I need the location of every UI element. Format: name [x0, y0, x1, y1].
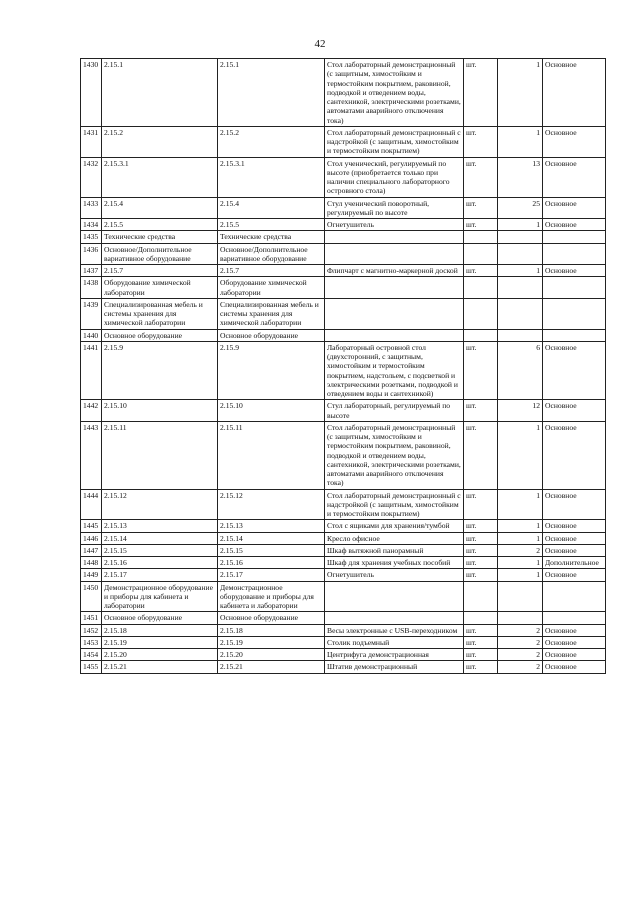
cell-code-a: Основное/Дополнительное вариативное оборудование — [102, 243, 218, 265]
cell-code-a: 2.15.13 — [102, 520, 218, 532]
cell-row-number: 1441 — [81, 341, 102, 400]
table-row — [81, 569, 606, 581]
cell-item-name: Шкаф вытяжной панорамный — [325, 544, 464, 556]
table-row — [81, 557, 606, 569]
cell-code-a: 2.15.15 — [102, 544, 218, 556]
table-row — [81, 243, 606, 265]
cell-quantity — [498, 243, 543, 265]
cell-row-number: 1454 — [81, 649, 102, 661]
cell-code-b: 2.15.10 — [218, 400, 325, 422]
cell-quantity — [498, 329, 543, 341]
table-row — [81, 265, 606, 277]
cell-quantity: 12 — [498, 400, 543, 422]
cell-item-name: Столик подъемный — [325, 636, 464, 648]
cell-code-a: 2.15.18 — [102, 624, 218, 636]
cell-unit: шт. — [464, 661, 498, 673]
table-row — [81, 421, 606, 489]
cell-code-b: Специализированная мебель и системы хранения для химической лаборатории — [218, 298, 325, 329]
cell-category: Основное — [543, 569, 606, 581]
cell-item-name: Стол лабораторный демонстрационный с надстройкой (с защитным, химостойким и термостойким покрытием) — [325, 489, 464, 520]
cell-unit: шт. — [464, 59, 498, 127]
table-row — [81, 329, 606, 341]
cell-quantity: 2 — [498, 661, 543, 673]
cell-quantity — [498, 581, 543, 612]
table-row — [81, 636, 606, 648]
cell-category: Основное — [543, 624, 606, 636]
cell-code-a: 2.15.7 — [102, 265, 218, 277]
cell-quantity: 1 — [498, 569, 543, 581]
cell-code-a: 2.15.3.1 — [102, 157, 218, 197]
cell-row-number: 1448 — [81, 557, 102, 569]
cell-code-b: Основное/Дополнительное вариативное оборудование — [218, 243, 325, 265]
cell-unit — [464, 243, 498, 265]
cell-unit: шт. — [464, 421, 498, 489]
cell-category — [543, 581, 606, 612]
cell-item-name: Стол с ящиками для хранения/тумбой — [325, 520, 464, 532]
cell-code-b: 2.15.20 — [218, 649, 325, 661]
cell-category: Основное — [543, 421, 606, 489]
cell-row-number: 1451 — [81, 612, 102, 624]
cell-quantity: 1 — [498, 126, 543, 157]
cell-quantity: 1 — [498, 557, 543, 569]
cell-code-b: 2.15.4 — [218, 197, 325, 219]
cell-unit — [464, 298, 498, 329]
cell-code-b: 2.15.15 — [218, 544, 325, 556]
cell-item-name: Огнетушитель — [325, 219, 464, 231]
cell-code-a: 2.15.17 — [102, 569, 218, 581]
cell-category: Основное — [543, 219, 606, 231]
cell-row-number: 1440 — [81, 329, 102, 341]
cell-unit: шт. — [464, 157, 498, 197]
cell-quantity: 1 — [498, 489, 543, 520]
cell-category: Основное — [543, 636, 606, 648]
cell-code-b: 2.15.12 — [218, 489, 325, 520]
cell-quantity: 1 — [498, 265, 543, 277]
cell-item-name — [325, 581, 464, 612]
cell-code-b: 2.15.16 — [218, 557, 325, 569]
cell-code-b: Оборудование химической лаборатории — [218, 277, 325, 299]
table-row — [81, 157, 606, 197]
cell-category — [543, 231, 606, 243]
cell-code-b: 2.15.2 — [218, 126, 325, 157]
cell-quantity: 1 — [498, 219, 543, 231]
cell-row-number: 1455 — [81, 661, 102, 673]
cell-item-name — [325, 243, 464, 265]
cell-unit — [464, 612, 498, 624]
cell-row-number: 1434 — [81, 219, 102, 231]
cell-item-name: Стол ученический, регулируемый по высоте (приобретается только при наличии специального лабораторного островного стола) — [325, 157, 464, 197]
cell-item-name: Центрифуга демонстрационная — [325, 649, 464, 661]
table-row — [81, 277, 606, 299]
cell-unit: шт. — [464, 265, 498, 277]
table-row — [81, 544, 606, 556]
cell-row-number: 1453 — [81, 636, 102, 648]
cell-code-a: 2.15.11 — [102, 421, 218, 489]
cell-unit — [464, 277, 498, 299]
cell-item-name — [325, 329, 464, 341]
cell-item-name: Весы электронные с USB-переходником — [325, 624, 464, 636]
cell-code-b: 2.15.17 — [218, 569, 325, 581]
cell-unit: шт. — [464, 532, 498, 544]
cell-item-name: Стол лабораторный демонстрационный (с защитным, химостойким и термостойким покрытием, раковиной, подводкой и отведением воды, сантехникой, электрическими розетками, автоматами аварийного отключения тока) — [325, 59, 464, 127]
cell-unit — [464, 581, 498, 612]
cell-quantity: 2 — [498, 636, 543, 648]
cell-code-a: 2.15.1 — [102, 59, 218, 127]
cell-quantity: 25 — [498, 197, 543, 219]
cell-row-number: 1452 — [81, 624, 102, 636]
page-number: 42 — [314, 38, 326, 50]
cell-row-number: 1444 — [81, 489, 102, 520]
cell-quantity: 1 — [498, 421, 543, 489]
cell-unit: шт. — [464, 126, 498, 157]
cell-category: Основное — [543, 661, 606, 673]
cell-code-a: 2.15.20 — [102, 649, 218, 661]
cell-category: Основное — [543, 532, 606, 544]
cell-category: Основное — [543, 489, 606, 520]
cell-code-b: Демонстрационное оборудование и приборы для кабинета и лаборатории — [218, 581, 325, 612]
cell-code-a: Демонстрационное оборудование и приборы для кабинета и лаборатории — [102, 581, 218, 612]
cell-code-a: Основное оборудование — [102, 612, 218, 624]
cell-item-name: Стол лабораторный демонстрационный (с защитным, химостойким и термостойким покрытием, раковиной, подводкой и отведением воды, сантехникой, электрическими розетками, автоматами аварийного отключения тока) — [325, 421, 464, 489]
cell-category: Основное — [543, 157, 606, 197]
cell-code-b: 2.15.7 — [218, 265, 325, 277]
cell-unit: шт. — [464, 520, 498, 532]
cell-category — [543, 298, 606, 329]
cell-code-b: 2.15.14 — [218, 532, 325, 544]
cell-item-name: Стул ученический поворотный, регулируемый по высоте — [325, 197, 464, 219]
cell-code-b: 2.15.13 — [218, 520, 325, 532]
cell-category: Основное — [543, 649, 606, 661]
cell-item-name — [325, 231, 464, 243]
cell-category: Основное — [543, 265, 606, 277]
cell-item-name — [325, 612, 464, 624]
table-row — [81, 661, 606, 673]
cell-item-name: Лабораторный островной стол (двухсторонний, с защитным, химостойким и термостойким покрытием, надстольем, с подсветкой и электрическими розетками, подводкой и отведением воды и сантехникой) — [325, 341, 464, 400]
cell-item-name: Шкаф для хранения учебных пособий — [325, 557, 464, 569]
cell-unit: шт. — [464, 197, 498, 219]
cell-code-a: 2.15.4 — [102, 197, 218, 219]
cell-item-name: Кресло офисное — [325, 532, 464, 544]
cell-code-a: Основное оборудование — [102, 329, 218, 341]
cell-item-name: Штатив демонстрационный — [325, 661, 464, 673]
cell-unit — [464, 329, 498, 341]
cell-category: Основное — [543, 400, 606, 422]
cell-unit: шт. — [464, 649, 498, 661]
cell-category — [543, 277, 606, 299]
cell-row-number: 1431 — [81, 126, 102, 157]
cell-code-b: 2.15.19 — [218, 636, 325, 648]
cell-quantity: 2 — [498, 544, 543, 556]
cell-item-name: Огнетушитель — [325, 569, 464, 581]
cell-quantity: 1 — [498, 532, 543, 544]
cell-category: Основное — [543, 520, 606, 532]
cell-code-a: 2.15.19 — [102, 636, 218, 648]
cell-row-number: 1449 — [81, 569, 102, 581]
table-row — [81, 520, 606, 532]
cell-code-b: 2.15.5 — [218, 219, 325, 231]
cell-row-number: 1437 — [81, 265, 102, 277]
table-row — [81, 341, 606, 400]
equipment-table — [80, 58, 606, 674]
cell-code-a: 2.15.21 — [102, 661, 218, 673]
cell-item-name — [325, 277, 464, 299]
table-row — [81, 126, 606, 157]
cell-unit: шт. — [464, 624, 498, 636]
cell-row-number: 1450 — [81, 581, 102, 612]
cell-code-a: Технические средства — [102, 231, 218, 243]
cell-code-a: 2.15.14 — [102, 532, 218, 544]
table-row — [81, 197, 606, 219]
cell-quantity: 2 — [498, 649, 543, 661]
cell-code-b: Технические средства — [218, 231, 325, 243]
cell-row-number: 1435 — [81, 231, 102, 243]
cell-quantity — [498, 277, 543, 299]
cell-code-a: 2.15.16 — [102, 557, 218, 569]
cell-unit: шт. — [464, 557, 498, 569]
cell-code-b: 2.15.1 — [218, 59, 325, 127]
cell-code-a: 2.15.2 — [102, 126, 218, 157]
cell-row-number: 1442 — [81, 400, 102, 422]
cell-unit: шт. — [464, 341, 498, 400]
cell-category: Основное — [543, 341, 606, 400]
cell-code-a: Оборудование химической лаборатории — [102, 277, 218, 299]
cell-quantity — [498, 298, 543, 329]
cell-item-name — [325, 298, 464, 329]
cell-code-b: 2.15.9 — [218, 341, 325, 400]
cell-unit: шт. — [464, 636, 498, 648]
cell-row-number: 1447 — [81, 544, 102, 556]
cell-quantity: 2 — [498, 624, 543, 636]
cell-row-number: 1443 — [81, 421, 102, 489]
cell-code-a: 2.15.5 — [102, 219, 218, 231]
cell-code-b: 2.15.11 — [218, 421, 325, 489]
cell-code-b: 2.15.3.1 — [218, 157, 325, 197]
cell-row-number: 1436 — [81, 243, 102, 265]
cell-category: Основное — [543, 544, 606, 556]
cell-code-a: 2.15.10 — [102, 400, 218, 422]
cell-code-a: 2.15.12 — [102, 489, 218, 520]
cell-item-name: Флипчарт с магнитно-маркерной доской — [325, 265, 464, 277]
cell-item-name: Стул лабораторный, регулируемый по высоте — [325, 400, 464, 422]
cell-quantity — [498, 231, 543, 243]
cell-unit: шт. — [464, 489, 498, 520]
cell-category: Дополнительное — [543, 557, 606, 569]
cell-category — [543, 612, 606, 624]
cell-row-number: 1432 — [81, 157, 102, 197]
cell-quantity: 1 — [498, 520, 543, 532]
cell-category: Основное — [543, 126, 606, 157]
cell-unit: шт. — [464, 569, 498, 581]
table-row — [81, 532, 606, 544]
cell-category — [543, 243, 606, 265]
cell-category: Основное — [543, 197, 606, 219]
cell-row-number: 1446 — [81, 532, 102, 544]
cell-code-b: 2.15.18 — [218, 624, 325, 636]
cell-quantity — [498, 612, 543, 624]
cell-category — [543, 329, 606, 341]
table-row — [81, 298, 606, 329]
table-row — [81, 219, 606, 231]
table-row — [81, 612, 606, 624]
cell-quantity: 6 — [498, 341, 543, 400]
cell-unit: шт. — [464, 400, 498, 422]
cell-row-number: 1433 — [81, 197, 102, 219]
cell-row-number: 1445 — [81, 520, 102, 532]
table-row — [81, 59, 606, 127]
cell-row-number: 1438 — [81, 277, 102, 299]
cell-quantity: 1 — [498, 59, 543, 127]
cell-row-number: 1430 — [81, 59, 102, 127]
cell-code-b: Основное оборудование — [218, 612, 325, 624]
table-body — [81, 59, 606, 674]
cell-unit — [464, 231, 498, 243]
table-row — [81, 231, 606, 243]
cell-unit: шт. — [464, 544, 498, 556]
cell-code-a: Специализированная мебель и системы хранения для химической лаборатории — [102, 298, 218, 329]
table-row — [81, 624, 606, 636]
cell-code-a: 2.15.9 — [102, 341, 218, 400]
cell-quantity: 13 — [498, 157, 543, 197]
table-row — [81, 400, 606, 422]
table-row — [81, 581, 606, 612]
cell-unit: шт. — [464, 219, 498, 231]
cell-item-name: Стол лабораторный демонстрационный с надстройкой (с защитным, химостойким и термостойким покрытием) — [325, 126, 464, 157]
cell-code-b: Основное оборудование — [218, 329, 325, 341]
cell-row-number: 1439 — [81, 298, 102, 329]
table-row — [81, 649, 606, 661]
table-row — [81, 489, 606, 520]
cell-category: Основное — [543, 59, 606, 127]
cell-code-b: 2.15.21 — [218, 661, 325, 673]
